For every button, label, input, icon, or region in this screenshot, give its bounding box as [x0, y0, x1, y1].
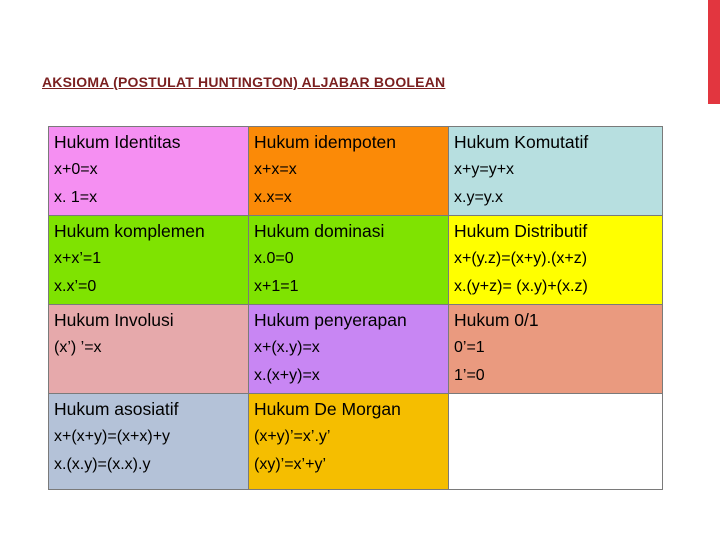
accent-bar: [708, 0, 720, 104]
law-equation: x.(x.y)=(x.x).y: [54, 456, 151, 473]
table-row: [49, 127, 663, 216]
law-equation: x+(x.y)=x: [254, 339, 320, 356]
law-cell-identitas: [49, 127, 249, 216]
law-name: Hukum asosiatif: [54, 399, 179, 419]
law-cell-idempoten: [249, 127, 449, 216]
law-cell-nol-satu: [449, 305, 663, 394]
law-cell-de-morgan: [249, 394, 449, 490]
law-equation: 1’=0: [454, 367, 485, 384]
law-equation: x.x’=0: [54, 278, 97, 295]
law-cell-dominasi: [249, 216, 449, 305]
law-equation: (xy)’=x’+y’: [254, 456, 327, 473]
law-equation: x.y=y.x: [454, 189, 504, 206]
law-equation: x+x=x: [254, 161, 297, 178]
law-name: Hukum komplemen: [54, 221, 205, 241]
law-name: Hukum penyerapan: [254, 310, 407, 330]
table-row: [49, 216, 663, 305]
law-cell-asosiatif: [49, 394, 249, 490]
law-equation: (x’) ’=x: [54, 339, 102, 356]
table-row: [49, 394, 663, 490]
law-equation: x.(x+y)=x: [254, 367, 320, 384]
law-cell-empty: [449, 394, 663, 490]
page-title: AKSIOMA (POSTULAT HUNTINGTON) ALJABAR BOOLEAN: [42, 74, 446, 90]
law-name: Hukum dominasi: [254, 221, 385, 241]
law-name: Hukum 0/1: [454, 310, 539, 330]
law-equation: x. 1=x: [54, 189, 98, 206]
law-name: Hukum Distributif: [454, 221, 588, 241]
law-name: Hukum Komutatif: [454, 132, 589, 152]
law-equation: x+x’=1: [54, 250, 102, 267]
table-row: [49, 305, 663, 394]
law-cell-penyerapan: [249, 305, 449, 394]
law-equation: 0’=1: [454, 339, 485, 356]
law-equation: x.(y+z)= (x.y)+(x.z): [454, 278, 588, 295]
law-equation: x+y=y+x: [454, 161, 515, 178]
law-name: Hukum Involusi: [54, 310, 174, 330]
law-name: Hukum Identitas: [54, 132, 181, 152]
law-equation: x.0=0: [254, 250, 294, 267]
law-name: Hukum idempoten: [254, 132, 397, 152]
law-cell-involusi: [49, 305, 249, 394]
law-cell-komplemen: [49, 216, 249, 305]
law-equation: x.x=x: [254, 189, 292, 206]
law-equation: x+1=1: [254, 278, 299, 295]
law-name: Hukum De Morgan: [254, 399, 401, 419]
law-equation: x+(y.z)=(x+y).(x+z): [454, 250, 588, 267]
law-cell-komutatif: [449, 127, 663, 216]
boolean-laws-table: [48, 126, 663, 490]
law-equation: x+0=x: [54, 161, 98, 178]
law-cell-distributif: [449, 216, 663, 305]
law-equation: (x+y)’=x’.y’: [254, 428, 331, 445]
law-equation: x+(x+y)=(x+x)+y: [54, 428, 171, 445]
